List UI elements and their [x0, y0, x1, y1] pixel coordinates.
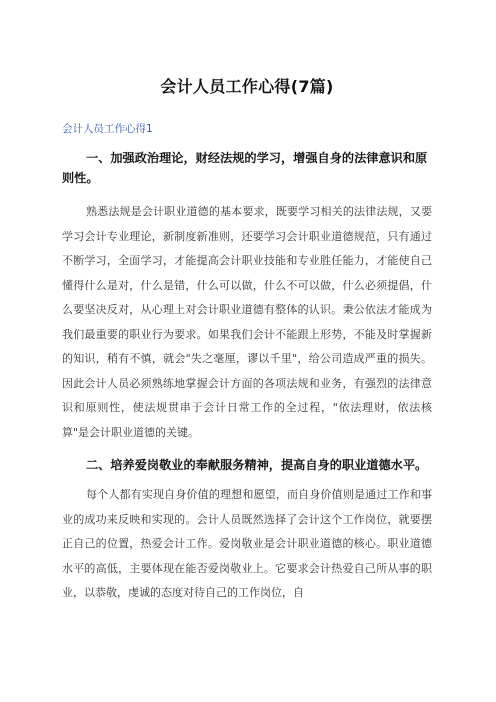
- document-subtitle: 会计人员工作心得1: [62, 123, 153, 135]
- section-heading-1: 一、加强政治理论，财经法规的学习，增强自身的法律意识和原则性。: [62, 151, 428, 185]
- section-paragraph-1: 熟悉法规是会计职业道德的基本要求，既要学习相关的法律法规，又要学习会计专业理论，新制度新准则，还要学习会计职业道德规范，只有通过不断学习，全面学习，才能提高会计职业技能和专业胜任能力，才能使自己懂得什么是对，什么是错，什么可以做，什么不可以做，什么必须提倡，什么要坚决反对，从心理上对会计职业道德有整体的认识。秉公依法才能成为我们最重要的职业行为要求。如果我们会计不能跟上形势，不能及时掌握新的知识，稍有不慎，就会"失之毫厘，谬以千里"，给公司造成严重的损失。因此会计人员必须熟练地掌握会计方面的各项法规和业务，有强烈的法律意识和原则性，使法规贯串于会计日常工作的全过程，"依法理财，依法核算"是会计职业道德的关键。: [62, 205, 432, 439]
- document-title: 会计人员工作心得(7篇): [160, 77, 334, 96]
- section-paragraph-2: 每个人都有实现自身价值的理想和愿望，而自身价值则是通过工作和事业的成功来反映和实现的。会计人员既然选择了会计这个工作岗位，就要摆正自己的位置，热爱会计工作。爱岗敬业是会计职业道德的核心。职业道德水平的高低，主要体现在能否爱岗敬业上。它要求会计热爱自己所从事的职业，以恭敬，虔诚的态度对待自己的工作岗位，自: [62, 488, 432, 599]
- section-heading-2: 二、培养爱岗敬业的奉献服务精神，提高自身的职业道德水平。: [86, 458, 428, 472]
